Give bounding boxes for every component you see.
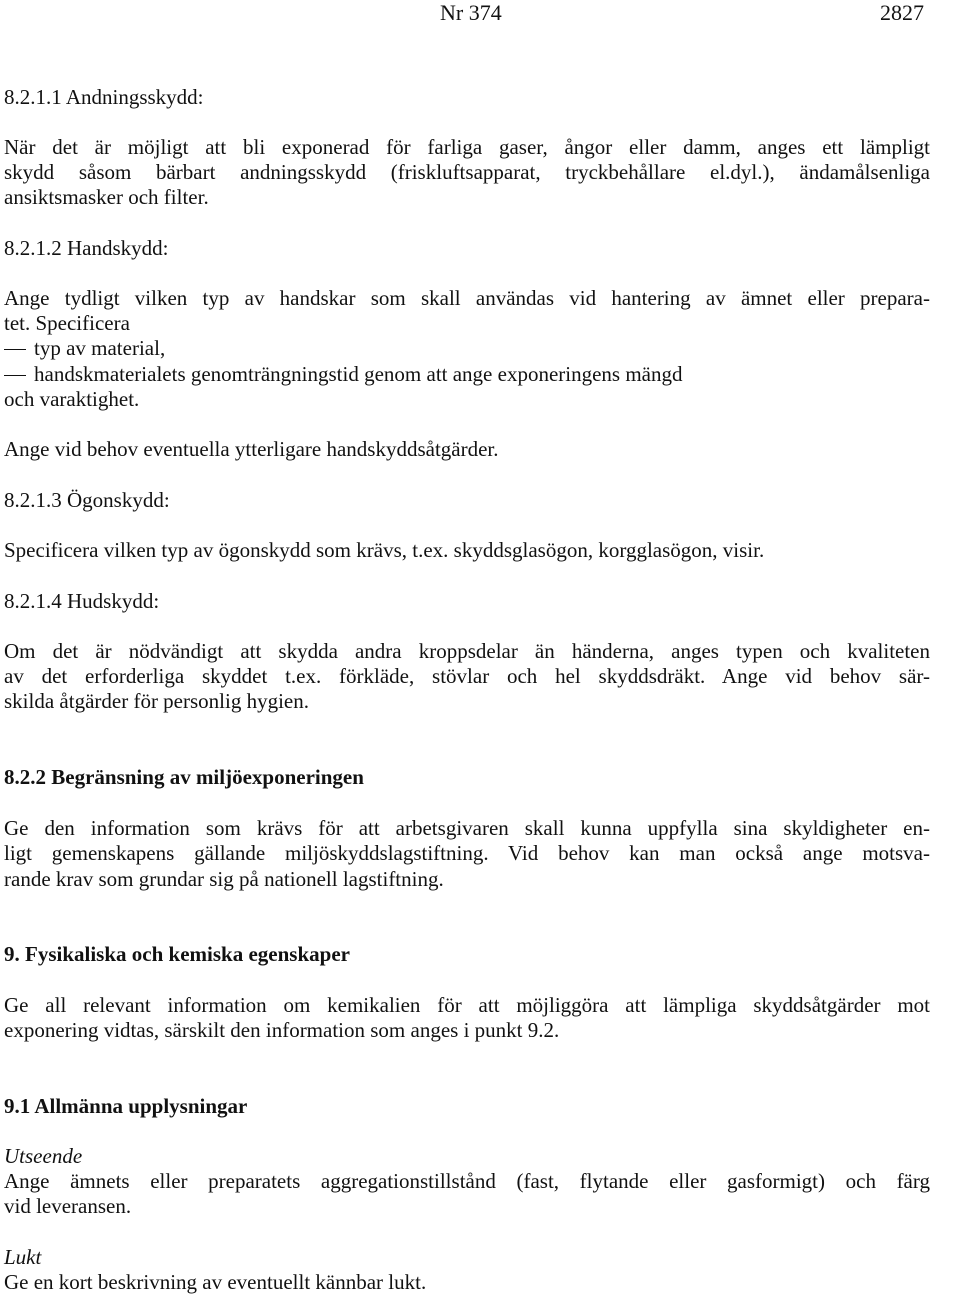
section-heading-miljoexponering: 8.2.2 Begränsning av miljöexponeringen (4, 765, 364, 789)
section-heading-allmanna: 9.1 Allmänna upplysningar (4, 1094, 248, 1118)
list-item-text: typ av material, (34, 336, 166, 360)
paragraph-line: Ange vid behov eventuella ytterligare handskyddsåtgärder. (4, 437, 499, 461)
section-heading-fysikaliska: 9. Fysikaliska och kemiska egenskaper (4, 942, 350, 966)
paragraph-line: När det är möjligt att bli exponerad för farliga gaser, ångor eller damm, anges ett lämpligt (4, 135, 930, 159)
subsection-heading-andningsskydd: 8.2.1.1 Andningsskydd: (4, 85, 204, 109)
subsection-heading-ogonskydd: 8.2.1.3 Ögonskydd: (4, 488, 170, 512)
paragraph-line: Om det är nödvändigt att skydda andra kroppsdelar än händerna, anges typen och kvaliteten (4, 639, 930, 663)
paragraph-line: Ge en kort beskrivning av eventuellt kännbar lukt. (4, 1270, 427, 1294)
paragraph-line: tet. Specificera (4, 311, 130, 335)
subsection-heading-hudskydd: 8.2.1.4 Hudskydd: (4, 589, 160, 613)
paragraph-line: Specificera vilken typ av ögonskydd som krävs, t.ex. skyddsglasögon, korgglasögon, visir. (4, 538, 765, 562)
subsection-heading-handskydd: 8.2.1.2 Handskydd: (4, 236, 169, 260)
paragraph-line: exponering vidtas, särskilt den information som anges i punkt 9.2. (4, 1018, 560, 1042)
paragraph-line: rande krav som grundar sig på nationell lagstiftning. (4, 867, 444, 891)
page-number: 2827 (880, 0, 924, 25)
paragraph-line: vid leveransen. (4, 1194, 132, 1218)
paragraph-line: av det erforderliga skyddet t.ex. förkläde, stövlar och hel skyddsdräkt. Ange vid behov sär- (4, 664, 930, 688)
list-item-text: handskmaterialets genomträngningstid genom att ange exponeringens mängd (34, 362, 683, 386)
subheading-utseende: Utseende (4, 1144, 83, 1168)
paragraph-line: Ge den information som krävs för att arbetsgivaren skall kunna uppfylla sina skyldigheter en- (4, 816, 930, 840)
paragraph-line: Ge all relevant information om kemikalien för att möjliggöra att lämpliga skyddsåtgärder mot (4, 993, 930, 1017)
paragraph-line: ligt gemenskapens gällande miljöskyddslagstiftning. Vid behov kan man också ange motsva- (4, 841, 930, 865)
dash-bullet-icon (4, 349, 26, 350)
issue-number: Nr 374 (440, 0, 502, 25)
paragraph-line: ansiktsmasker och filter. (4, 185, 209, 209)
paragraph-line: och varaktighet. (4, 387, 140, 411)
list-item (4, 361, 683, 387)
list-item (4, 335, 165, 361)
paragraph-line: Ange ämnets eller preparatets aggregationstillstånd (fast, flytande eller gasformigt) och färg (4, 1169, 930, 1193)
subheading-lukt: Lukt (4, 1245, 42, 1269)
paragraph-line: skilda åtgärder för personlig hygien. (4, 689, 309, 713)
paragraph-line: skydd såsom bärbart andningsskydd (friskluftsapparat, tryckbehållare el.dyl.), ändamålsenliga (4, 160, 930, 184)
paragraph-line: Ange tydligt vilken typ av handskar som skall användas vid hantering av ämnet eller prepara- (4, 286, 930, 310)
dash-bullet-icon (4, 375, 26, 376)
